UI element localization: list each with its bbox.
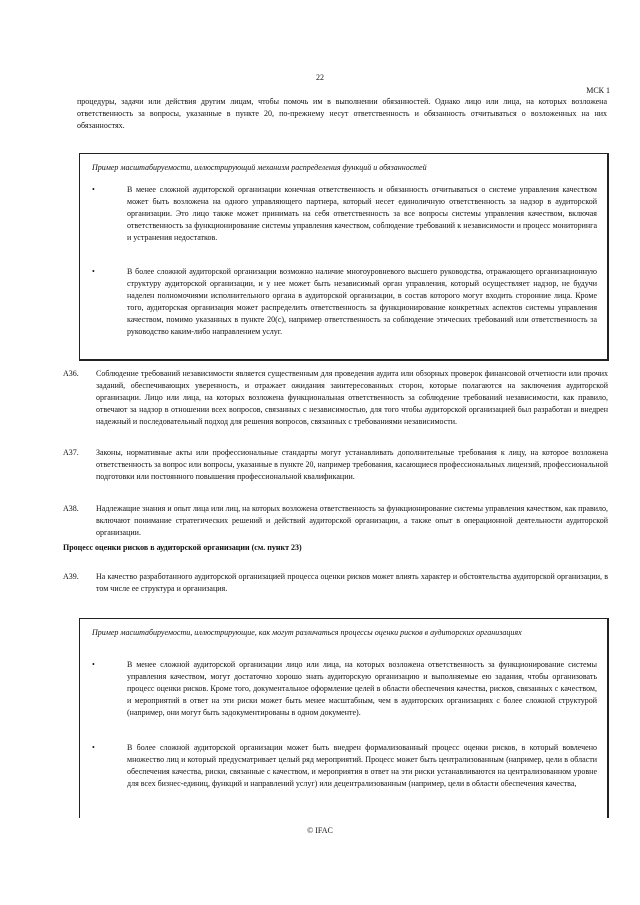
paragraph-text: Законы, нормативные акты или профессиональные стандарты могут устанавливать дополнительные требования к лицу, на которое возложена ответственность за вопрос или вопросы, указанные в пункте 20, например требования, касающиеся профессиональных лицензий, профессиональной подготовки или постоянного повышения профессиональной квалификации. <box>96 448 608 481</box>
paragraph-number: A36. <box>63 369 79 378</box>
footer-copyright: © IFAC <box>307 826 333 835</box>
paragraph-text: Соблюдение требований независимости является существенным для проведения аудита или обзорных проверок финансовой отчетности или прочих заданий, обеспечивающих уверенность, и отражает ожидания заинтересованных сторон, которые полагаются на заключения аудиторской организации. Лицо или лица, на которых возложена функциональная ответственность за соблюдение требований независимости, как правило, отвечают за надзор в отношении всех вопросов, связанных с независимостью, для того чтобы аудиторской организацией был разработан и внедрен надежный и последовательный подход для решения вопросов, связанных с требованиями независимости. <box>96 369 608 426</box>
page-number: 22 <box>316 73 324 82</box>
document-code: МСК 1 <box>586 86 610 95</box>
paragraph-number: A38. <box>63 504 79 513</box>
paragraph-text: Надлежащие знания и опыт лица или лиц, на которых возложена ответственность за функционирование системы управления качеством, как правило, включают понимание стратегических решений и действий аудиторской организации, а также опыт в операционной деятельности аудиторской организации. <box>96 504 608 537</box>
example-box-title: Пример масштабируемости, иллюстрирующий механизм распределения функций и обязанностей <box>92 163 427 172</box>
example-box-risk-assessment <box>79 618 609 818</box>
intro-paragraph: процедуры, задачи или действия другим лицам, чтобы помочь им в выполнении обязанностей. Однако лицо или лица, на которых возложена ответственность за вопросы, указанные в пункте 20, по-прежнему несут ответственность и обязанность отчитываться о возложенных на них обязанностях. <box>77 97 607 130</box>
section-heading: Процесс оценки рисков в аудиторской организации (см. пункт 23) <box>63 543 302 552</box>
list-item: В менее сложной аудиторской организации конечная ответственность и обязанность отчитываться о системе управления качеством может быть возложена на одного управляющего партнера, который несет единоличную ответственность за надзор в аудиторской организации. Это лицо также может принимать на себя ответственность за все вопросы системы управления качеством, включая ответственность за функционирование системы управления качеством, соблюдение требований к независимости и процесс мониторинга и устранения недостатков. <box>127 185 597 242</box>
paragraph-number: A37. <box>63 448 79 457</box>
paragraph-number: A39. <box>63 572 79 581</box>
list-item: В более сложной аудиторской организации может быть внедрен формализованный процесс оценки рисков, в который вовлечено множество лиц и который предусматривает целый ряд мероприятий. Процесс может быть централизованным (например, цели в области обеспечения качества, риски, связанные с качеством, и мероприятия в ответ на эти риски устанавливаются на централизованном уровне для всех бизнес-единиц, функций и направлений услуг) или децентрализованным (например, цели в области обеспечения качества, <box>127 743 597 788</box>
paragraph-text: На качество разработанного аудиторской организацией процесса оценки рисков может влиять характер и обстоятельства аудиторской организации, в том числе ее структура и организация. <box>96 572 608 593</box>
example-box-title: Пример масштабируемости, иллюстрирующие, как могут различаться процессы оценки рисков в аудиторских организациях <box>92 628 522 637</box>
bullet-icon: • <box>92 743 95 752</box>
bullet-icon: • <box>92 267 95 276</box>
list-item: В менее сложной аудиторской организации лицо или лица, на которых возложена ответственность за функционирование системы управления качеством, могут достаточно хорошо знать аудиторскую организацию и выполняемые ею задания, чтобы организовать процесс оценки рисков. Кроме того, документальное оформление целей в области обеспечения качества, рисков, связанных с качеством, и мероприятий в ответ на эти риски может быть менее масштабным, чем в аудиторских организациях с более сложной структурой (например, они могут быть задокументированы в одном документе). <box>127 660 597 717</box>
bullet-icon: • <box>92 660 95 669</box>
example-box-responsibilities <box>79 153 609 361</box>
list-item: В более сложной аудиторской организации возможно наличие многоуровневого высшего руководства, отражающего организационную структуру аудиторской организации, и у нее может быть независимый орган управления, который осуществляет надзор, не будучи наделен полномочиями исполнительного органа в аудиторской организации, в состав которого могут входить сторонние лица. Кроме того, аудиторская организация может распределить ответственность за функционирование конкретных аспектов системы управления качеством, помимо указанных в пункте 20(c), например ответственность за соблюдение этических требований или ответственность за руководство каким-либо направлением услуг. <box>127 267 597 336</box>
bullet-icon: • <box>92 185 95 194</box>
